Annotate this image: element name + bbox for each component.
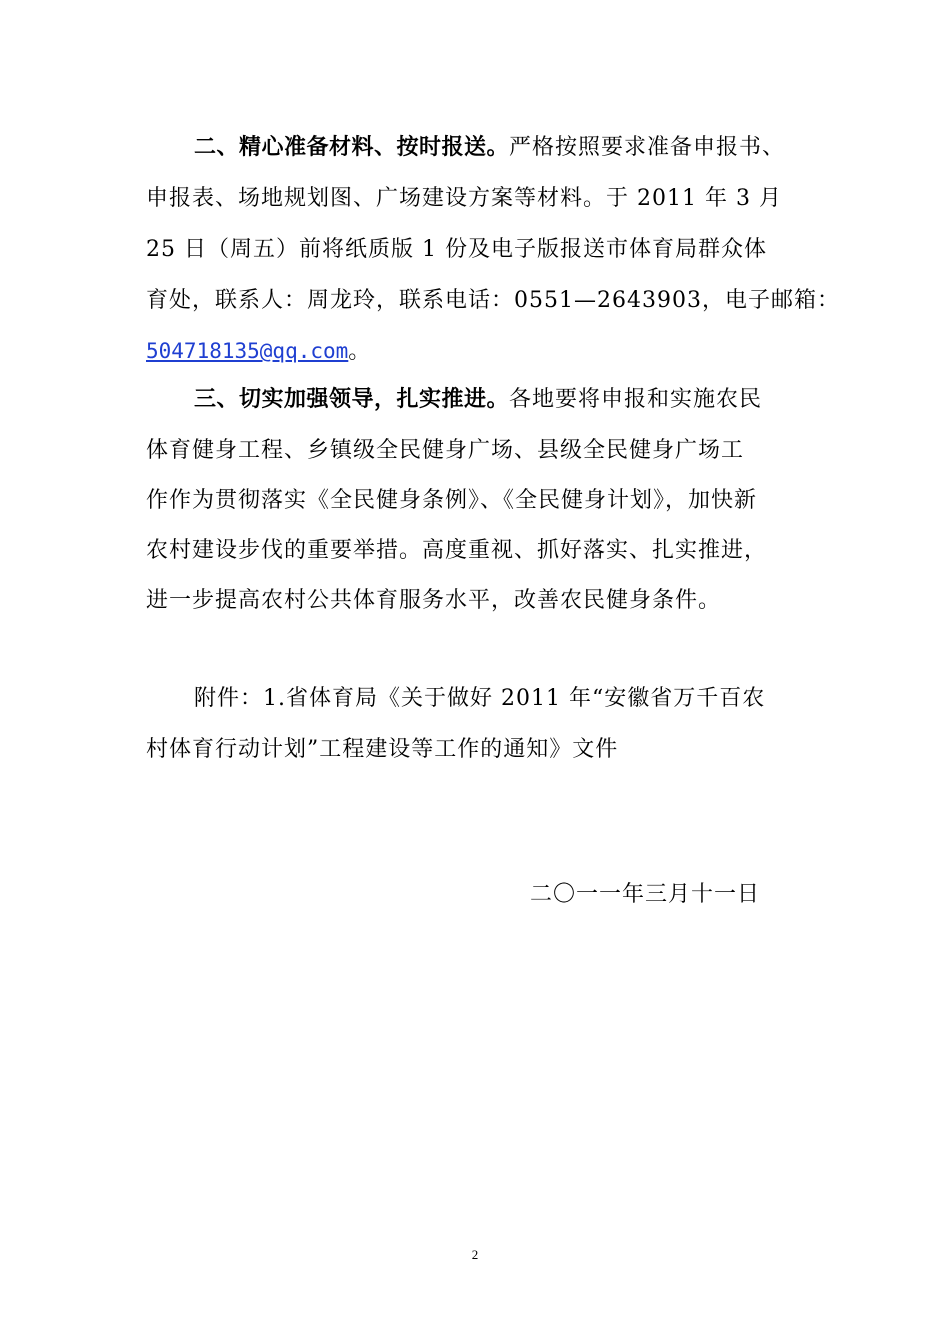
attachment-line1: 附件：1.省体育局《关于做好 2011 年“安徽省万千百农 (194, 686, 766, 711)
section2-line3: 25 日（周五）前将纸质版 1 份及电子版报送市体育局群众体 (146, 237, 767, 262)
section3-line4: 农村建设步伐的重要举措。高度重视、抓好落实、扎实推进， (146, 538, 768, 563)
email-link[interactable]: 504718135@qq.com (146, 339, 349, 363)
section2-heading: 二、精心准备材料、按时报送。 (194, 135, 510, 160)
section3-line1 (194, 385, 762, 415)
section3-heading: 三、切实加强领导，扎实推进。 (194, 387, 510, 412)
section3-line3: 作作为贯彻落实《全民健身条例》、《全民健身计划》，加快新 (146, 488, 758, 513)
section3-line1-text: 各地要将申报和实施农民 (509, 387, 763, 412)
attachment-line2: 村体育行动计划”工程建设等工作的通知》文件 (146, 737, 619, 762)
document-date: 二〇一一年三月十一日 (530, 882, 761, 907)
email-suffix: 。 (348, 339, 372, 364)
section3-line5: 进一步提高农村公共体育服务水平，改善农民健身条件。 (146, 588, 722, 613)
section2-line1-text: 严格按照要求准备申报书、 (509, 135, 786, 160)
section2-line4: 育处，联系人：周龙玲，联系电话：0551—2643903，电子邮箱： (146, 288, 840, 313)
section2-line2: 申报表、场地规划图、广场建设方案等材料。于 2011 年 3 月 (146, 186, 782, 211)
section2-line5 (146, 336, 371, 367)
page-number: 2 (471, 1247, 479, 1262)
section3-line2: 体育健身工程、乡镇级全民健身广场、县级全民健身广场工 (146, 438, 745, 463)
section2-line1 (194, 133, 785, 163)
